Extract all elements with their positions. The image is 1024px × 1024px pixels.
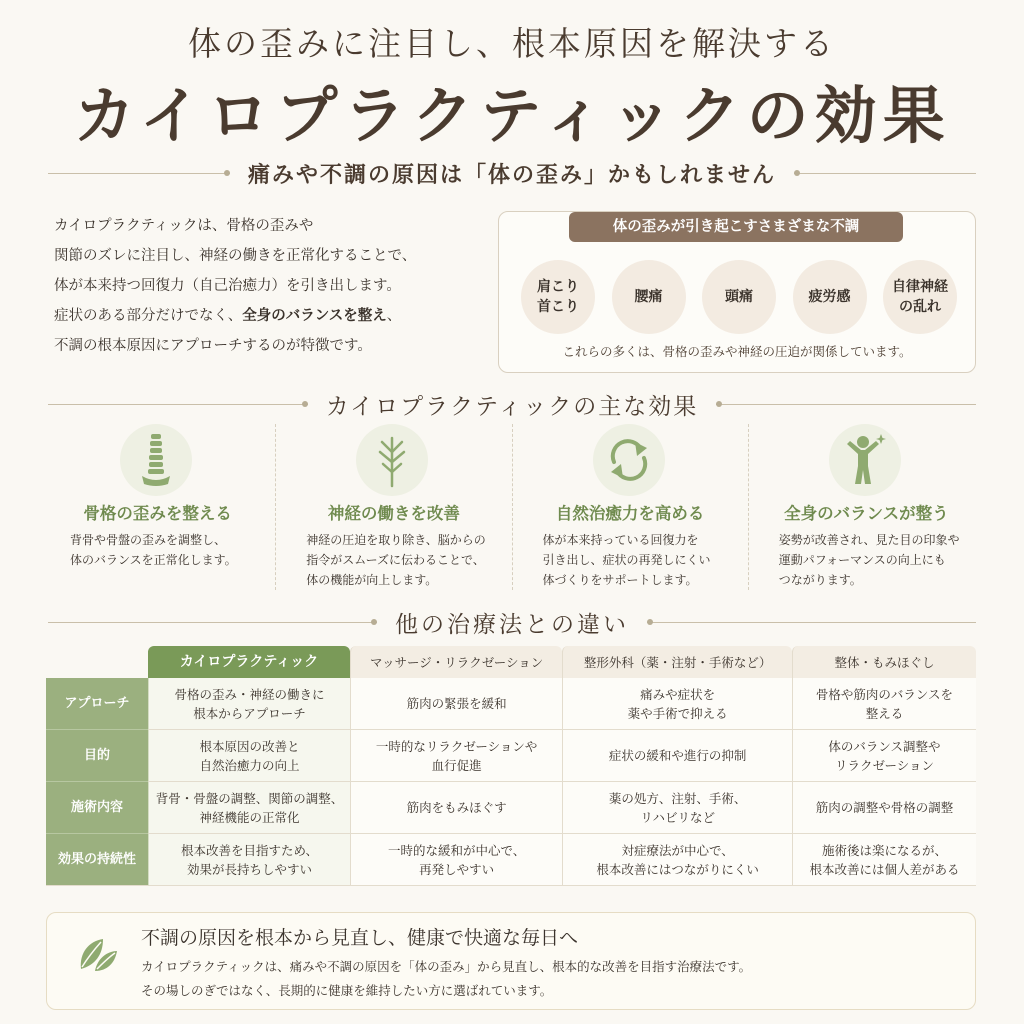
intro-text (54, 211, 484, 361)
effect-desc-line: つながります。 (778, 573, 862, 587)
table-cell: 一時的な緩和が中心で、 再発しやすい (350, 834, 562, 886)
effects-list (40, 424, 984, 590)
divider-line (48, 622, 377, 623)
effect-description (779, 530, 979, 590)
column-header: 整形外科（薬・注射・手術など） (562, 646, 792, 678)
effect-desc-line: 姿勢が改善され、見た目の印象や (778, 533, 960, 547)
column-header: マッサージ・リラクゼーション (350, 646, 562, 678)
page-subtitle: 体の歪みに注目し、根本原因を解決する (188, 24, 836, 63)
table-cell: 痛みや症状を 薬や手術で抑える (562, 678, 792, 730)
table-corner (46, 646, 148, 678)
effect-desc-line: 神経の圧迫を取り除き、脳からの (306, 533, 486, 547)
table-row (46, 730, 976, 782)
issue-item: 疲労感 (793, 260, 867, 334)
table-cell: 背骨・骨盤の調整、関節の調整、 神経機能の正常化 (148, 782, 350, 834)
effect-desc-line: 運動パフォーマンスの向上にも (778, 553, 946, 567)
table-cell: 一時的なリラクゼーションや 血行促進 (350, 730, 562, 782)
leaf-icon (73, 929, 121, 977)
table-cell: 筋肉をもみほぐす (350, 782, 562, 834)
intro-line: 体が本来持つ回復力（自己治癒力）を引き出します。 (54, 278, 401, 294)
effect-card (276, 424, 512, 590)
divider-line (48, 173, 230, 174)
effect-desc-line: 体が本来持っている回復力を (542, 533, 699, 547)
effect-card (513, 424, 749, 590)
footer-panel (46, 912, 976, 1010)
nerve-icon (356, 424, 428, 496)
intro-text-segment: 、 (386, 308, 402, 324)
table-cell: 筋肉の緊張を緩和 (350, 678, 562, 730)
table-cell: 根本改善を目指すため、 効果が長持ちしやすい (148, 834, 350, 886)
table-row (46, 834, 976, 886)
effect-description (543, 530, 743, 590)
row-label: 施術内容 (46, 782, 148, 834)
table-cell: 筋肉の調整や骨格の調整 (792, 782, 976, 834)
column-header: カイロプラクティック (148, 646, 350, 678)
issue-item: 頭痛 (702, 260, 776, 334)
row-label: アプローチ (46, 678, 148, 730)
effect-title: 全身のバランスが整う (784, 504, 949, 523)
issue-item: 腰痛 (612, 260, 686, 334)
comparison-divider (48, 606, 976, 639)
effect-card (749, 424, 984, 590)
table-cell: 根本原因の改善と 自然治癒力の向上 (148, 730, 350, 782)
row-label: 目的 (46, 730, 148, 782)
comparison-heading: 他の治療法との違い (395, 612, 629, 638)
effect-description (70, 530, 270, 570)
effect-desc-line: 引き出し、症状の再発しにくい (542, 553, 711, 567)
divider-line (716, 404, 976, 405)
issues-list (521, 260, 957, 334)
intro-line: カイロプラクティックは、骨格の歪みや (54, 218, 314, 234)
table-cell: 症状の緩和や進行の抑制 (562, 730, 792, 782)
tagline-divider (48, 158, 976, 189)
column-header: 整体・もみほぐし (792, 646, 976, 678)
effects-heading: カイロプラクティックの主な効果 (325, 394, 699, 420)
footer-text: その場しのぎではなく、長期的に健康を維持したい方に選ばれています。 (141, 983, 553, 998)
table-row (46, 678, 976, 730)
footer-title: 不調の原因を根本から見直し、健康で快適な毎日へ (141, 927, 579, 949)
effect-desc-line: 指令がスムーズに伝わることで、 (306, 553, 485, 567)
divider-line (794, 173, 976, 174)
effect-title: 骨格の歪みを整える (83, 504, 232, 523)
table-cell: 体のバランス調整や リラクゼーション (792, 730, 976, 782)
divider-line (48, 404, 308, 405)
intro-line: 不調の根本原因にアプローチするのが特徴です。 (54, 338, 372, 354)
table-cell: 施術後は楽になるが、 根本改善には個人差がある (792, 834, 976, 886)
effect-desc-line: 体のバランスを正常化します。 (70, 553, 237, 567)
table-row (46, 782, 976, 834)
table-cell: 骨格や筋肉のバランスを 整える (792, 678, 976, 730)
cycle-icon (593, 424, 665, 496)
intro-line: 関節のズレに注目し、神経の働きを正常化することで、 (54, 248, 417, 264)
issues-panel (498, 211, 976, 373)
effect-description (306, 530, 506, 590)
spine-icon (120, 424, 192, 496)
table-cell: 薬の処方、注射、手術、 リハビリなど (562, 782, 792, 834)
footer-text: カイロプラクティックは、痛みや不調の原因を「体の歪み」から見直し、根本的な改善を目指す治療法です。 (141, 959, 752, 974)
row-label: 効果の持続性 (46, 834, 148, 886)
table-cell: 対症療法が中心で、 根本改善にはつながりにくい (562, 834, 792, 886)
divider-line (647, 622, 976, 623)
effect-desc-line: 体の機能が向上します。 (306, 573, 438, 587)
intro-text-segment: 症状のある部分だけでなく、 (54, 308, 243, 324)
effect-title: 神経の働きを改善 (327, 504, 460, 523)
intro-line (54, 301, 484, 331)
effect-desc-line: 体づくりをサポートします。 (542, 573, 698, 587)
effect-desc-line: 背骨や骨盤の歪みを調整し、 (70, 533, 227, 547)
intro-emphasis: 全身のバランスを整え (242, 308, 387, 324)
page-title: カイロプラクティックの効果 (73, 79, 951, 152)
comparison-table (46, 646, 976, 886)
issues-note: これらの多くは、骨格の歪みや神経の圧迫が関係しています。 (562, 344, 912, 359)
tagline: 痛みや不調の原因は「体の歪み」かもしれません (248, 163, 777, 188)
table-header-row (46, 646, 976, 678)
table-cell: 骨格の歪み・神経の働きに 根本からアプローチ (148, 678, 350, 730)
issue-item: 自律神経 の乱れ (883, 260, 957, 334)
person-icon (829, 424, 901, 496)
effect-title: 自然治癒力を高める (555, 504, 705, 523)
issues-header: 体の歪みが引き起こすさまざまな不調 (569, 212, 903, 242)
effects-divider (48, 388, 976, 421)
issue-item: 肩こり 首こり (521, 260, 595, 334)
effect-card (40, 424, 276, 590)
